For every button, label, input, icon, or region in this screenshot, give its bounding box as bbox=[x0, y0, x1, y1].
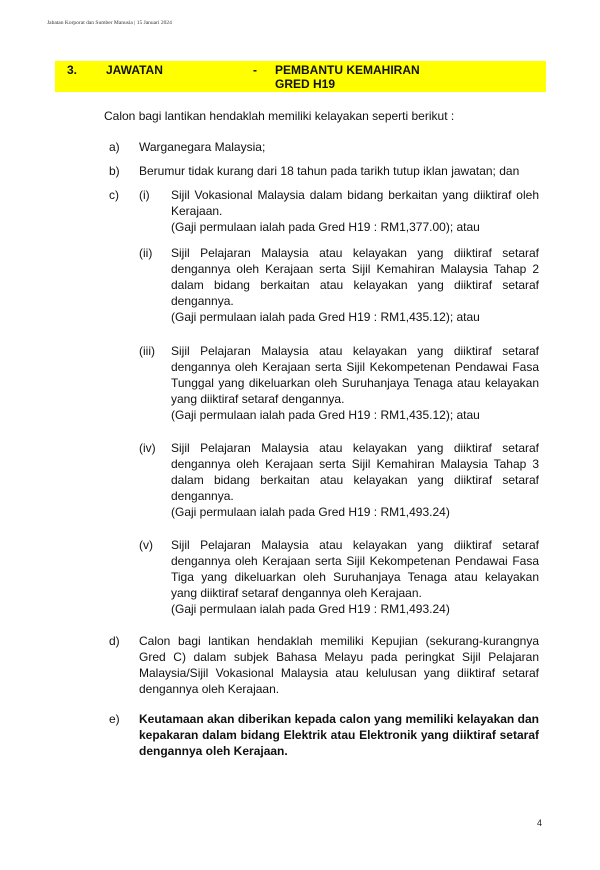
sub-item-iv bbox=[171, 440, 539, 520]
item-e-text: Keutamaan akan diberikan kepada calon yang memiliki kelayakan dan kepakaran dalam bidang Elektrik atau Elektronik yang diiktiraf setaraf dengannya oleh Kerajaan. bbox=[139, 712, 539, 758]
sub-item-iii-salary: (Gaji permulaan ialah pada Gred H19 : RM1,435.12); atau bbox=[171, 408, 480, 422]
sub-item-iv-text: Sijil Pelajaran Malaysia atau kelayakan yang diiktiraf setaraf dengannya oleh Kerajaan serta Sijil Kemahiran Malaysia Tahap 3 dalam bidang berkaitan atau kelayakan yang diiktiraf setaraf dengannya. bbox=[171, 441, 539, 503]
page-number: 4 bbox=[537, 818, 543, 828]
sub-item-v-salary: (Gaji permulaan ialah pada Gred H19 : RM1,493.24) bbox=[171, 602, 450, 616]
section-title-band bbox=[55, 61, 546, 92]
item-d-label: d) bbox=[109, 634, 120, 648]
position-grade: GRED H19 bbox=[275, 77, 336, 91]
item-b-text: Berumur tidak kurang dari 18 tahun pada tarikh tutup iklan jawatan; dan bbox=[139, 164, 520, 178]
page-header: Jabatan Korporat dan Sumber Manusia | 15 Januari 2024 bbox=[47, 20, 172, 26]
sub-item-ii-text: Sijil Pelajaran Malaysia atau kelayakan yang diiktiraf setaraf dengannya oleh Kerajaan serta Sijil Kemahiran Malaysia Tahap 2 dalam bidang berkaitan atau kelayakan yang diiktiraf setaraf dengannya. bbox=[171, 246, 539, 308]
sub-item-v-text: Sijil Pelajaran Malaysia atau kelayakan yang diiktiraf setaraf dengannya oleh Kerajaan serta Sijil Kekompetenan Pendawai Fasa Tiga yang dikeluarkan oleh Suruhanjaya Tenaga atau kelayakan yang diiktiraf setaraf dengannya oleh Kerajaan. bbox=[171, 538, 539, 600]
sub-item-iv-label: (iv) bbox=[139, 441, 156, 455]
sub-item-i-label: (i) bbox=[139, 188, 150, 202]
sub-item-iii-label: (iii) bbox=[139, 344, 155, 358]
sub-item-iv-salary: (Gaji permulaan ialah pada Gred H19 : RM1,493.24) bbox=[171, 505, 450, 519]
sub-item-iii bbox=[171, 343, 539, 423]
sub-item-ii-salary: (Gaji permulaan ialah pada Gred H19 : RM1,435.12); atau bbox=[171, 310, 480, 324]
sub-item-ii-label: (ii) bbox=[139, 246, 153, 260]
sub-item-iii-text: Sijil Pelajaran Malaysia atau kelayakan yang diiktiraf setaraf dengannya oleh Kerajaan serta Sijil Kekompetenan Pendawai Fasa Tunggal yang dikeluarkan oleh Suruhanjaya Tenaga atau kelayakan yang diiktiraf setaraf dengannya. bbox=[171, 344, 539, 406]
sub-item-i-salary: (Gaji permulaan ialah pada Gred H19 : RM1,377.00); atau bbox=[171, 220, 480, 234]
sub-item-v-label: (v) bbox=[139, 538, 153, 552]
sub-item-i bbox=[171, 187, 539, 235]
item-b-label: b) bbox=[109, 164, 120, 178]
item-c-label: c) bbox=[109, 188, 119, 202]
section-number: 3. bbox=[67, 63, 78, 77]
intro-text: Calon bagi lantikan hendaklah memiliki kelayakan seperti berikut : bbox=[104, 109, 455, 123]
item-a-text: Warganegara Malaysia; bbox=[139, 140, 266, 154]
section-label: JAWATAN bbox=[106, 63, 163, 77]
item-d-text: Calon bagi lantikan hendaklah memiliki Kepujian (sekurang-kurangnya Gred C) dalam subjek Bahasa Melayu pada peringkat Sijil Pelajaran Malaysia/Sijil Vokasional Malaysia atau kelulusan yang diiktiraf setaraf dengannya oleh Kerajaan. bbox=[139, 634, 539, 696]
sub-item-ii bbox=[171, 245, 539, 325]
item-e-label: e) bbox=[109, 712, 120, 726]
sub-item-v bbox=[171, 537, 539, 617]
section-dash: - bbox=[253, 63, 257, 77]
sub-item-i-text: Sijil Vokasional Malaysia dalam bidang berkaitan yang diiktiraf oleh Kerajaan. bbox=[171, 188, 539, 218]
item-a-label: a) bbox=[109, 140, 120, 154]
position-title: PEMBANTU KEMAHIRAN bbox=[275, 63, 420, 77]
